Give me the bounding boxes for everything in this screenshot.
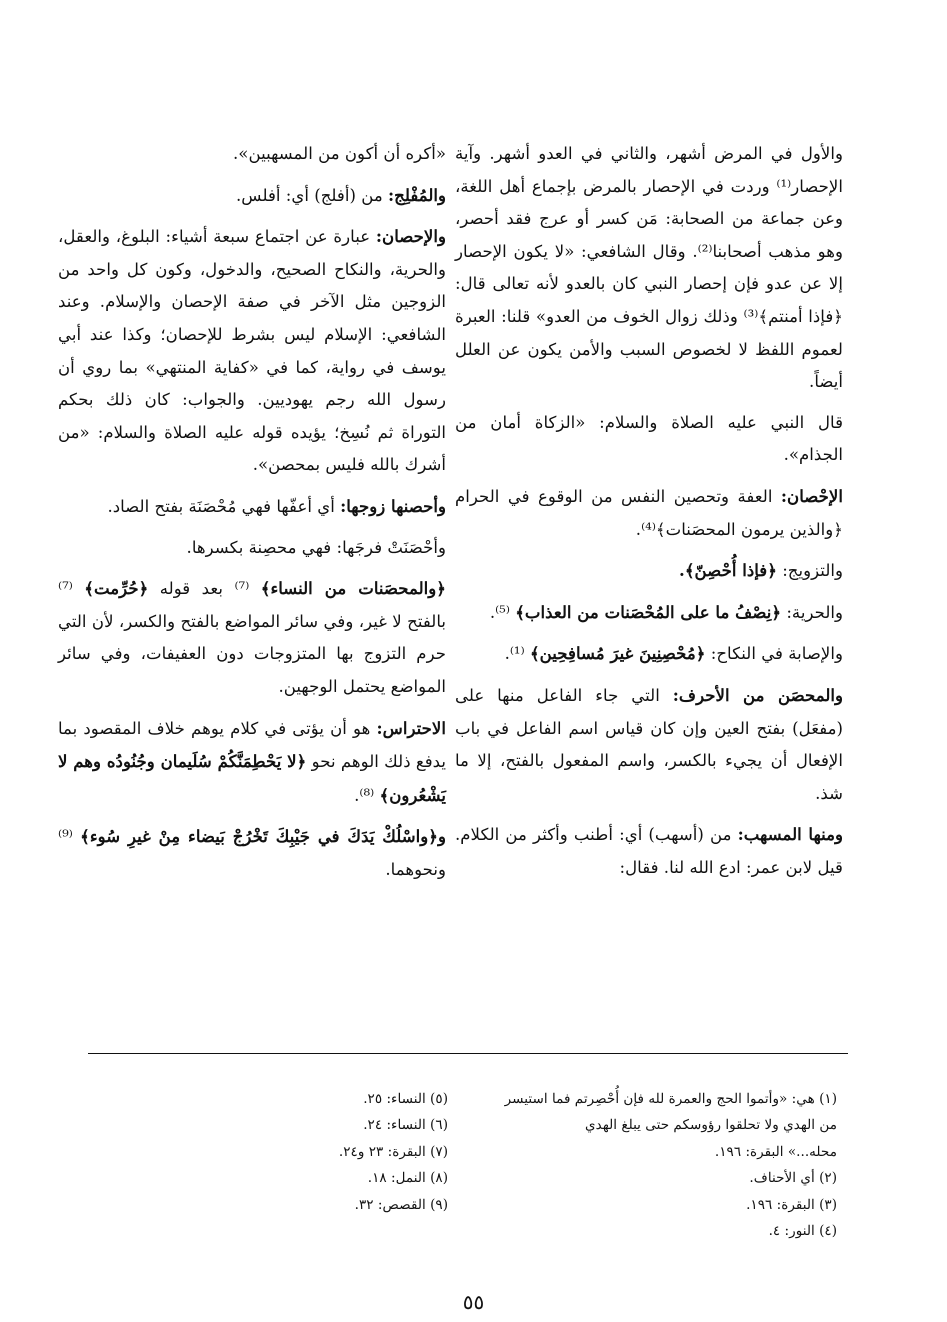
footnotes-right [447,1086,837,1244]
footnotes-left [58,1086,448,1218]
paragraph-hadith-zakat: قال النبي عليه الصلاة والسلام: «الزكاة أمان من الجذام». [455,412,843,465]
entry-text: ⁽⁹⁾ ونحوهما. [58,827,446,879]
footnote-divider [88,1053,848,1054]
quran-quote: ﴿لا يَحْطِمَنَّكُمْ سُلَيمان وجُنُودُه وهم لا يَشْعُرون﴾ [58,751,446,805]
entry-ihsan [455,480,843,546]
entry-wasluk [58,820,446,886]
footnote-ref: ⁽¹⁾. [504,644,525,664]
entry-ahsanat [58,532,446,565]
entry-muflij [58,179,446,213]
right-column [455,138,843,884]
entry-mushab [455,818,843,884]
quran-quote: ﴿حُرِّمت﴾ [84,578,149,599]
footnote-9: (٩) القصص: ٣٢. [354,1196,448,1213]
entry-term: الاحتراس: [376,717,446,738]
quran-quote: ﴿فإذا أُحْصِنّ﴾. [679,560,777,581]
footnote-2: (٢) أي الأحناف. [749,1170,837,1187]
entry-text: ⁽⁷⁾ بالفتح لا غير، وفي سائر المواضع بالفتح والكسر، لأن التي حرم التزوج بها المتزوجات دون العفيفات، وفي سائر المواضع يحتمل الوجهين. [58,579,446,696]
paragraph-ihsar: والأول في المرض أشهر، والثاني في العدو أشهر. وآية الإحصار⁽¹⁾ وردت في الإحصار بالمرض بإجماع أهل اللغة، وعن جماعة من الصحابة: مَن كسر أو عرج فقد أحصر، وهو مذهب أصحابنا⁽²⁾. وقال الشافعي: «لا يكون الإحصار إلا عن عدو فإن إحصار النبي كان بالعدو لأنه تعالى قال: ﴿فإذا أمنتم﴾⁽³⁾ وذلك زوال الخوف من العدو» قلنا: العبرة لعموم اللفظ لا لخصوص السبب والأمن يكون عن العلل أيضاً. [455,144,844,392]
quran-quote: ﴿نِصْفُ ما على المُحْصَنات من العذاب﴾ [515,601,782,622]
footnote-4: (٤) النور: ٤. [768,1223,837,1240]
entry-ahsanaha [58,490,446,524]
page-number: ٥٥ [462,1290,485,1314]
quran-quote: ﴿والمحصَنات من النساء﴾ [260,578,446,599]
entry-term: والإصابة في النكاح: [710,644,843,664]
entry-hurriya [455,596,843,630]
entry-ihsan-definition [58,220,446,482]
entry-text: من (أفلج) أي: أفلس. [236,185,383,205]
entry-ihtiras [58,712,446,813]
footnote-1: (١) هي: «وأتموا الحج والعمرة لله فإن أُحْصِرتم فما استيسر [504,1091,837,1107]
entry-term: والحرية: [786,602,843,622]
footnote-5: (٥) النساء: ٢٥. [363,1091,448,1107]
entry-term: والتزويج: [782,561,843,581]
quran-quote: ﴿مُحْصِنِينَ غيرَ مُسافِحِين﴾ [529,643,706,664]
entry-isaba [455,637,843,671]
entry-term: والمحصَن من الأحرف: [672,684,843,705]
entry-text: أي أعفّها فهي مُحْصَنَة بفتح الصاد. [107,496,335,516]
entry-text: التي جاء الفاعل منها على (مفعَل) بفتح العين وإن كان قياس اسم الفاعل في باب الإفعال أن يجيء بالكسر، واسم المفعول بالفتح، إلا ما شذ. [455,685,843,803]
footnote-3: (٣) البقرة: ١٩٦. [746,1196,837,1213]
entry-term: ومنها المسهب: [737,824,843,845]
entry-term: وأحصنها زوجها: [340,495,446,516]
footnote-1-cont: من الهدي ولا تحلقوا رؤوسكم حتى يبلغ الهدي [585,1117,837,1134]
footnote-1-cont: محله...» البقرة: ١٩٦. [714,1143,837,1160]
entry-text: ⁽⁷⁾ بعد قوله [159,579,250,599]
footnote-6: (٦) النساء: ٢٤. [363,1117,448,1134]
entry-muhsan [455,679,843,810]
entry-text: من (أسهب) أي: أطنب وأكثر من الكلام. قيل لابن عمر: ادع الله لنا. فقال: [455,825,843,877]
footnote-7: (٧) البقرة: ٢٣ و٢٤. [338,1143,448,1160]
entry-text: هو أن يؤتى في كلام يوهم خلاف المقصود بما يدفع ذلك الوهم نحو [58,718,446,772]
quran-quote: و﴿واسْلُكْ يَدَكَ في جَيْبِكَ تَخْرُجْ بَيضاء مِنْ غيرِ سُوء﴾ [80,826,447,847]
left-column [58,138,446,886]
entry-text: العفة وتحصين النفس من الوقوع في الحرام ﴿والذين يرمون المحصَنات﴾⁽⁴⁾. [455,486,843,539]
entry-term: الإحْصان: [780,485,843,506]
footnote-8: (٨) النمل: ١٨. [367,1170,448,1187]
entry-text: وأحْصَنَتْ فرجَها: فهي محصِنة بكسرها. [186,537,446,557]
entry-term: والمُفْلِج: [388,184,446,205]
entry-text: عبارة عن اجتماع سبعة أشياء: البلوغ، والعقل، والحرية، والنكاح الصحيح، والدخول، وكون كل واحد من الزوجين مثل الآخر في صفة الإحصان والإسلام. وعند الشافعي: الإسلام ليس بشرط للإحصان؛ وكذا عند أبي يوسف في رواية، كما في «كفاية المنتهي» بما روي أن رسول الله رجم يهوديين. والجواب: كان ذلك بحكم التوراة ثم نُسِخ؛ يؤيده قوله عليه الصلاة والسلام: «من أشرك بالله فليس بمحصن». [58,227,446,475]
footnote-ref: ⁽⁵⁾. [489,602,510,622]
footnote-ref: ⁽⁸⁾. [354,785,375,805]
paragraph-quote-continuation: «أكره أن أكون من المسهبين». [233,144,446,163]
entry-tazwij [455,554,843,588]
entry-term: والإحصان: [375,226,447,247]
entry-muhsanat [58,572,446,703]
